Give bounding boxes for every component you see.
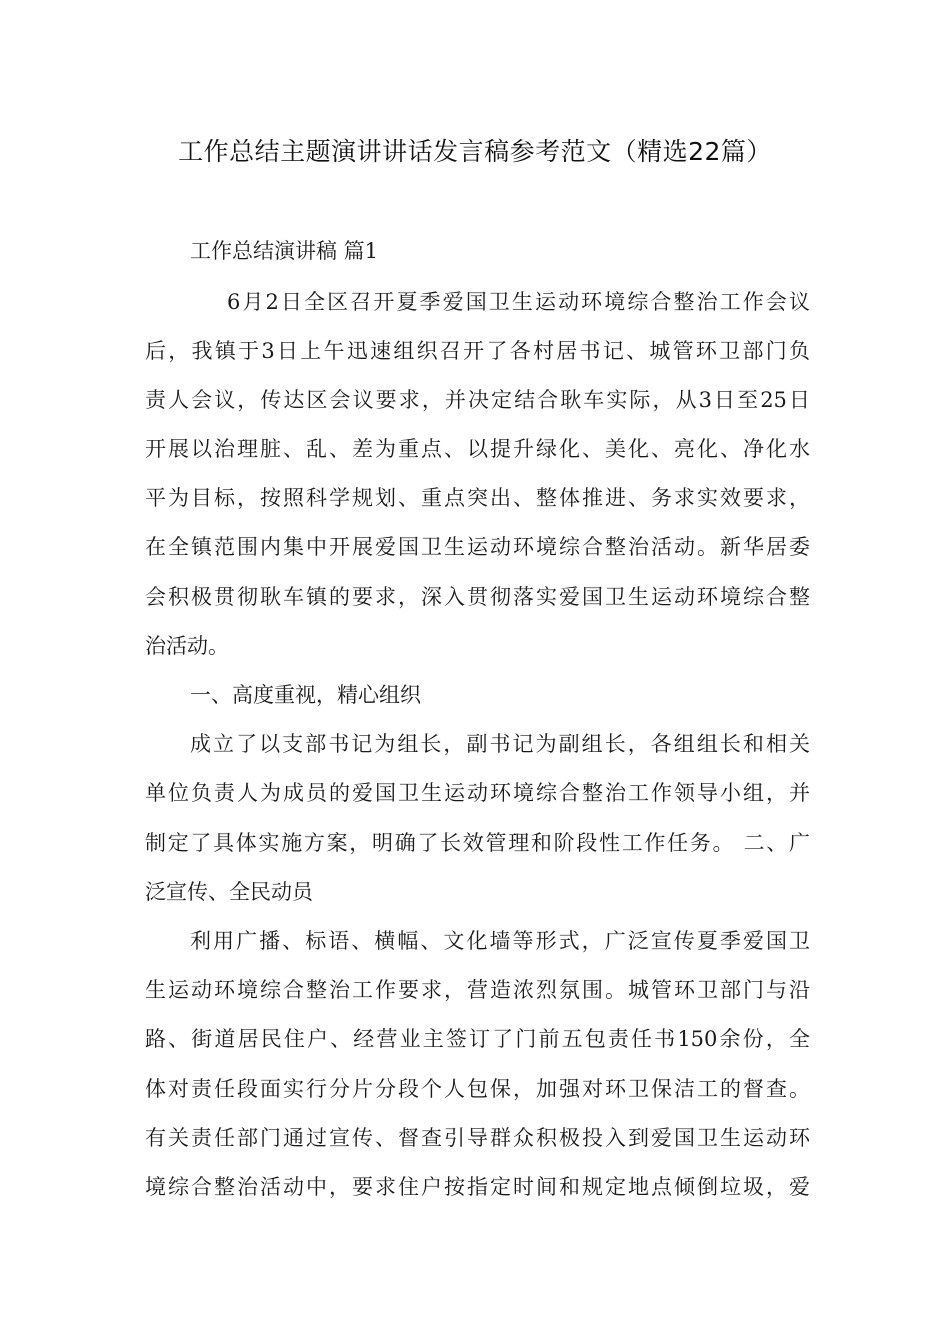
paragraph-line: 6月2日全区召开夏季爱国卫生运动环境综合整治工作会议	[227, 290, 810, 314]
subsection-heading: 一、高度重视，精心组织	[190, 683, 421, 707]
paragraph-line: 后，我镇于3日上午迅速组织召开了各村居书记、城管环卫部门负	[145, 339, 810, 363]
paragraph-line: 在全镇范围内集中开展爱国卫生运动环境综合整治活动。新华居委	[145, 535, 810, 559]
section-heading: 工作总结演讲稿 篇1	[190, 239, 379, 263]
paragraph-line: 责人会议，传达区会议要求，并决定结合耿车实际，从3日至25日	[145, 388, 810, 412]
paragraph-line: 成立了以支部书记为组长，副书记为副组长，各组组长和相关	[190, 732, 810, 756]
paragraph-line: 路、街道居民住户、经营业主签订了门前五包责任书150余份，全	[145, 1027, 810, 1051]
paragraph-line: 生运动环境综合整治工作要求，营造浓烈氛围。城管环卫部门与沿	[145, 978, 810, 1002]
paragraph-line: 平为目标，按照科学规划、重点突出、整体推进、务求实效要求，	[145, 486, 810, 510]
paragraph-line: 利用广播、标语、横幅、文化墙等形式，广泛宣传夏季爱国卫	[190, 929, 810, 953]
paragraph-line: 开展以治理脏、乱、差为重点、以提升绿化、美化、亮化、净化水	[145, 437, 810, 461]
paragraph-line: 会积极贯彻耿车镇的要求，深入贯彻落实爱国卫生运动环境综合整	[145, 585, 810, 609]
paragraph-line: 体对责任段面实行分片分段个人包保，加强对环卫保洁工的督查。	[145, 1077, 810, 1101]
paragraph-line: 治活动。	[145, 634, 229, 658]
paragraph-line: 制定了具体实施方案，明确了长效管理和阶段性工作任务。 二、广	[145, 831, 810, 855]
paragraph-line: 境综合整治活动中，要求住户按指定时间和规定地点倾倒垃圾，爱	[145, 1175, 810, 1199]
document-title: 工作总结主题演讲讲话发言稿参考范文（精选22篇）	[178, 137, 772, 166]
paragraph-line: 有关责任部门通过宣传、督查引导群众积极投入到爱国卫生运动环	[145, 1126, 810, 1150]
paragraph-line: 单位负责人为成员的爱国卫生运动环境综合整治工作领导小组，并	[145, 781, 810, 805]
paragraph-line: 泛宣传、全民动员	[145, 880, 313, 904]
